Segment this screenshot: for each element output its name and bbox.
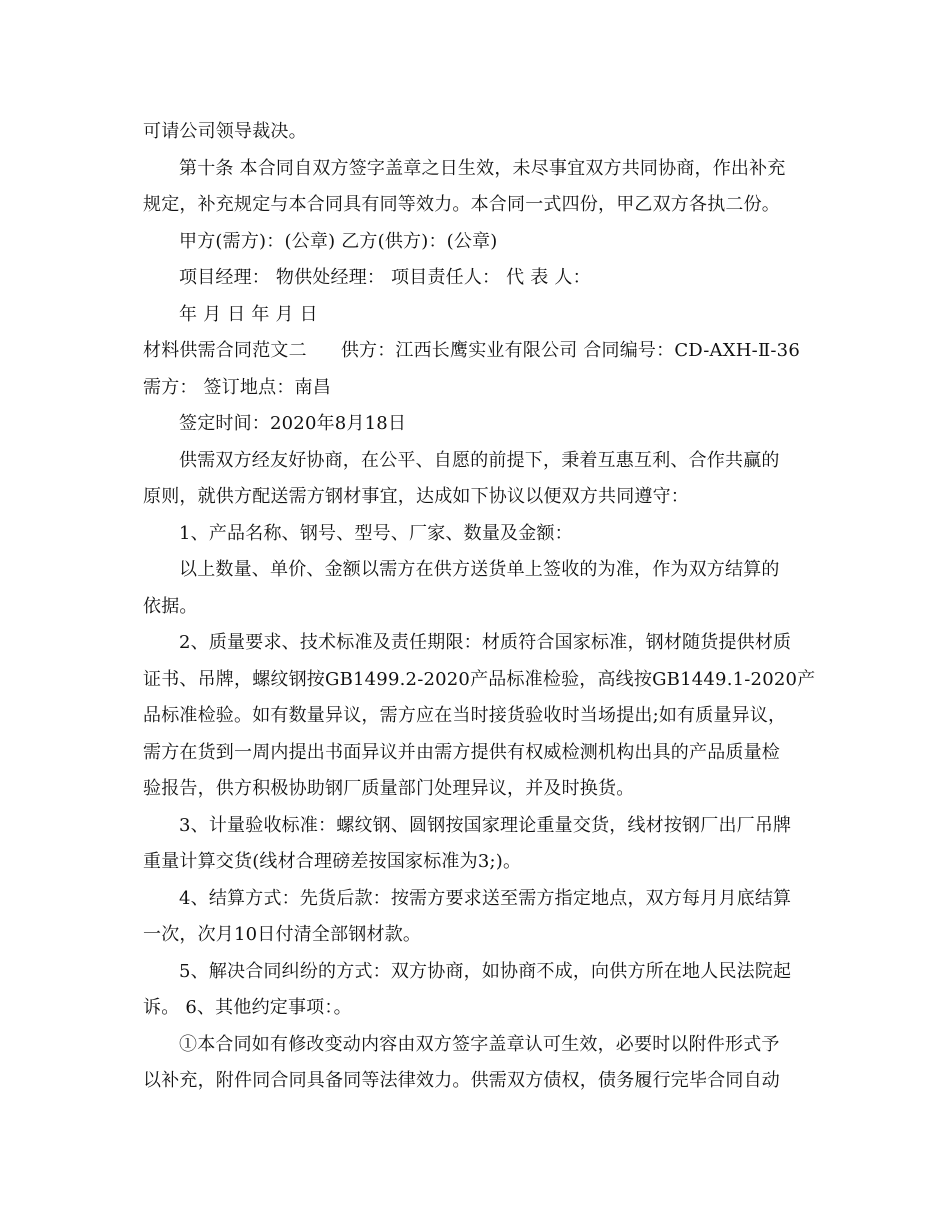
text-line-15: 2、质量要求、技术标准及责任期限：材质符合国家标准，钢材随货提供材质 [179,632,792,653]
text-line-11: 原则，就供方配送需方钢材事宜，达成如下协议以便双方共同遵守： [143,486,689,507]
text-line-9: 签定时间：2020年8月18日 [179,413,407,434]
text-line-22: 4、结算方式：先货后款：按需方要求送至需方指定地点，双方每月月底结算 [179,887,792,909]
text-line-6: 年 月 日 年 月 日 [179,303,318,325]
text-line-14: 依据。 [143,595,198,617]
text-line-10: 供需双方经友好协商，在公平、自愿的前提下，秉着互惠互利、合作共赢的 [179,449,780,471]
text-line-25: 诉。 6、其他约定事项：。 [143,997,352,1018]
section-title: 材料供需合同范文二 [143,340,307,361]
text-line-20: 3、计量验收标准：螺纹钢、圆钢按国家理论重量交货，线材按钢厂出厂吊牌 [179,814,792,836]
text-line-21: 重量计算交货(线材合理磅差按国家标准为3;)。 [143,851,522,872]
text-line-12: 1、产品名称、钢号、型号、厂家、数量及金额： [179,522,573,544]
text-line-26: ①本合同如有修改变动内容由双方签字盖章认可生效，必要时以附件形式予 [179,1033,780,1055]
text-line-1: 可请公司领导裁决。 [143,121,307,142]
text-line-19: 验报告，供方积极协助钢厂质量部门处理异议，并及时换货。 [143,778,635,799]
document-body [143,114,816,1100]
text-line-18: 需方在货到一周内提出书面异议并由需方提供有权威检测机构出具的产品质量检 [143,741,780,763]
text-line-17: 品标准检验。如有数量异议，需方应在当时接货验收时当场提出;如有质量异议， [143,705,787,726]
text-line-5: 项目经理： 物供处经理： 项目责任人： 代 表 人： [179,267,591,288]
text-line-2: 第十条 本合同自双方签字盖章之日生效，未尽事宜双方共同协商，作出补充 [179,157,786,179]
text-line-4: 甲方(需方)：(公章) 乙方(供方)：(公章) [179,230,498,252]
text-line-7 [143,333,808,370]
text-line-23: 一次，次月10日付清全部钢材款。 [143,924,422,945]
text-line-13: 以上数量、单价、金额以需方在供方送货单上签收的为准，作为双方结算的 [179,559,780,580]
text-line-16: 证书、吊牌，螺纹钢按GB1499.2-2020产品标准检验，高线按GB1449.1-2020产 [143,668,816,690]
supplier-info: 供方：江西长鹰实业有限公司 合同编号：CD-AXH-Ⅱ-36 [340,340,800,361]
text-line-8: 需方： 签订地点：南昌 [143,376,331,398]
text-line-24: 5、解决合同纠纷的方式：双方协商，如协商不成，向供方所在地人民法院起 [179,960,792,982]
text-line-27: 以补充，附件同合同具备同等法律效力。供需双方债权，债务履行完毕合同自动 [143,1070,780,1091]
text-line-3: 规定，补充规定与本合同具有同等效力。本合同一式四份，甲乙双方各执二份。 [143,194,780,215]
